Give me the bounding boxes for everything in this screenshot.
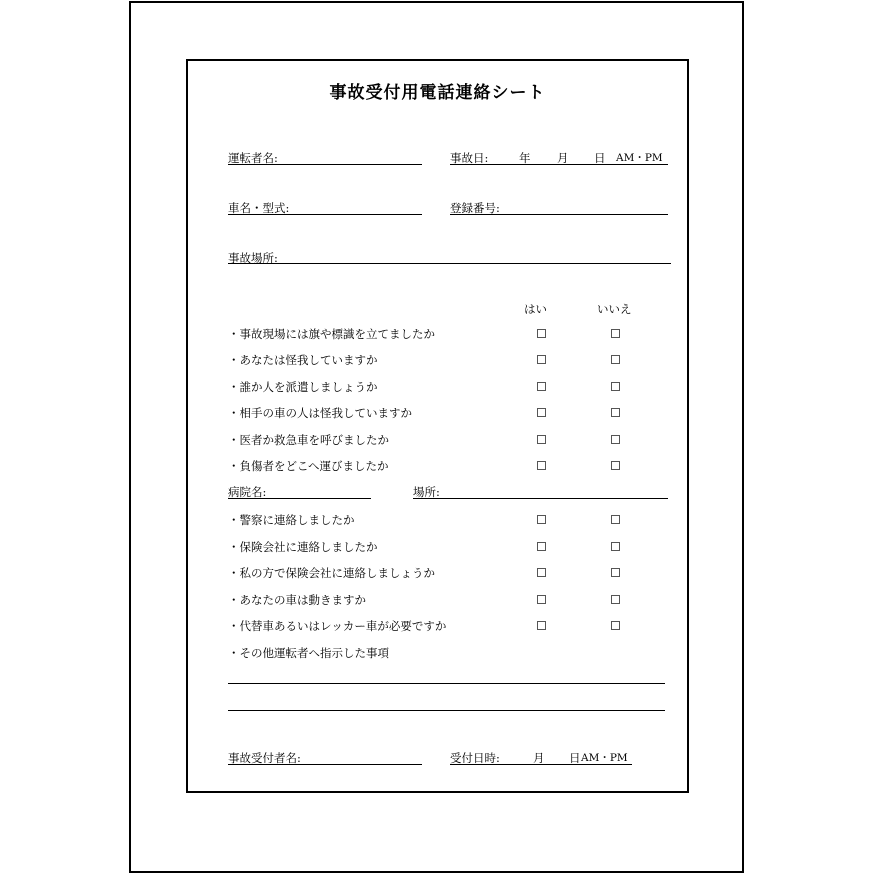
accident-place-field[interactable]: [228, 263, 671, 264]
checkbox-no-tow[interactable]: [611, 621, 620, 630]
recv-month: 月: [533, 751, 545, 765]
registration-label: 登録番号:: [450, 201, 500, 215]
question-ambulance: ・医者か救急車を呼びましたか: [228, 433, 389, 447]
registration-field[interactable]: [450, 214, 668, 215]
checkbox-no-drivable[interactable]: [611, 595, 620, 604]
checkbox-yes-tow[interactable]: [537, 621, 546, 630]
driver-name-label: 運転者名:: [228, 151, 278, 165]
checkbox-no-insurance[interactable]: [611, 542, 620, 551]
question-police: ・警察に連絡しましたか: [228, 513, 355, 527]
other-instructions-line-2[interactable]: [228, 710, 665, 711]
date-day: 日: [594, 151, 606, 165]
question-insurance: ・保険会社に連絡しましたか: [228, 540, 378, 554]
location-field[interactable]: [413, 498, 668, 499]
checkbox-yes-contact-insurance[interactable]: [537, 568, 546, 577]
accident-place-label: 事故場所:: [228, 251, 278, 265]
checkbox-no-flags[interactable]: [611, 329, 620, 338]
other-instructions-label: ・その他運転者へ指示した事項: [228, 646, 389, 660]
checkbox-yes-transport[interactable]: [537, 461, 546, 470]
date-ampm: AM・PM: [616, 152, 663, 164]
checkbox-no-dispatch[interactable]: [611, 382, 620, 391]
car-model-field[interactable]: [228, 214, 422, 215]
no-column-header: いいえ: [597, 302, 632, 316]
car-model-label: 車名・型式:: [228, 201, 290, 215]
driver-name-field[interactable]: [228, 164, 422, 165]
checkbox-yes-drivable[interactable]: [537, 595, 546, 604]
question-dispatch: ・誰か人を派遣しましょうか: [228, 380, 378, 394]
form-sheet: [186, 59, 689, 793]
other-instructions-line-1[interactable]: [228, 683, 665, 684]
checkbox-no-contact-insurance[interactable]: [611, 568, 620, 577]
checkbox-no-ambulance[interactable]: [611, 435, 620, 444]
recv-ampm: AM・PM: [581, 752, 628, 764]
receiver-label: 事故受付者名:: [228, 751, 301, 765]
question-car-drivable: ・あなたの車は動きますか: [228, 593, 366, 607]
question-flags: ・事故現場には旗や標識を立てましたか: [228, 327, 435, 341]
question-contact-insurance-for-you: ・私の方で保険会社に連絡しましょうか: [228, 566, 435, 580]
date-month: 月: [557, 151, 569, 165]
hospital-field[interactable]: [228, 498, 371, 499]
checkbox-yes-police[interactable]: [537, 515, 546, 524]
received-datetime-label: 受付日時:: [450, 751, 500, 765]
checkbox-yes-injured[interactable]: [537, 355, 546, 364]
checkbox-yes-flags[interactable]: [537, 329, 546, 338]
question-other-party-injured: ・相手の車の人は怪我していますか: [228, 406, 412, 420]
recv-day: 日: [569, 751, 581, 765]
checkbox-yes-other-party[interactable]: [537, 408, 546, 417]
question-replacement-tow: ・代替車あるいはレッカー車が必要ですか: [228, 619, 447, 633]
accident-date-field[interactable]: [450, 164, 668, 165]
received-datetime-field[interactable]: [450, 764, 632, 765]
checkbox-no-transport[interactable]: [611, 461, 620, 470]
question-injured: ・あなたは怪我していますか: [228, 353, 378, 367]
checkbox-yes-insurance[interactable]: [537, 542, 546, 551]
receiver-field[interactable]: [228, 764, 422, 765]
hospital-label: 病院名:: [228, 485, 267, 499]
location-label: 場所:: [413, 485, 440, 499]
checkbox-no-injured[interactable]: [611, 355, 620, 364]
checkbox-yes-ambulance[interactable]: [537, 435, 546, 444]
checkbox-no-other-party[interactable]: [611, 408, 620, 417]
checkbox-no-police[interactable]: [611, 515, 620, 524]
question-transport: ・負傷者をどこへ運びましたか: [228, 459, 389, 473]
date-year: 年: [519, 151, 531, 165]
yes-column-header: はい: [524, 302, 547, 316]
accident-date-label: 事故日:: [450, 151, 489, 165]
checkbox-yes-dispatch[interactable]: [537, 382, 546, 391]
form-title: 事故受付用電話連絡シート: [329, 83, 546, 103]
